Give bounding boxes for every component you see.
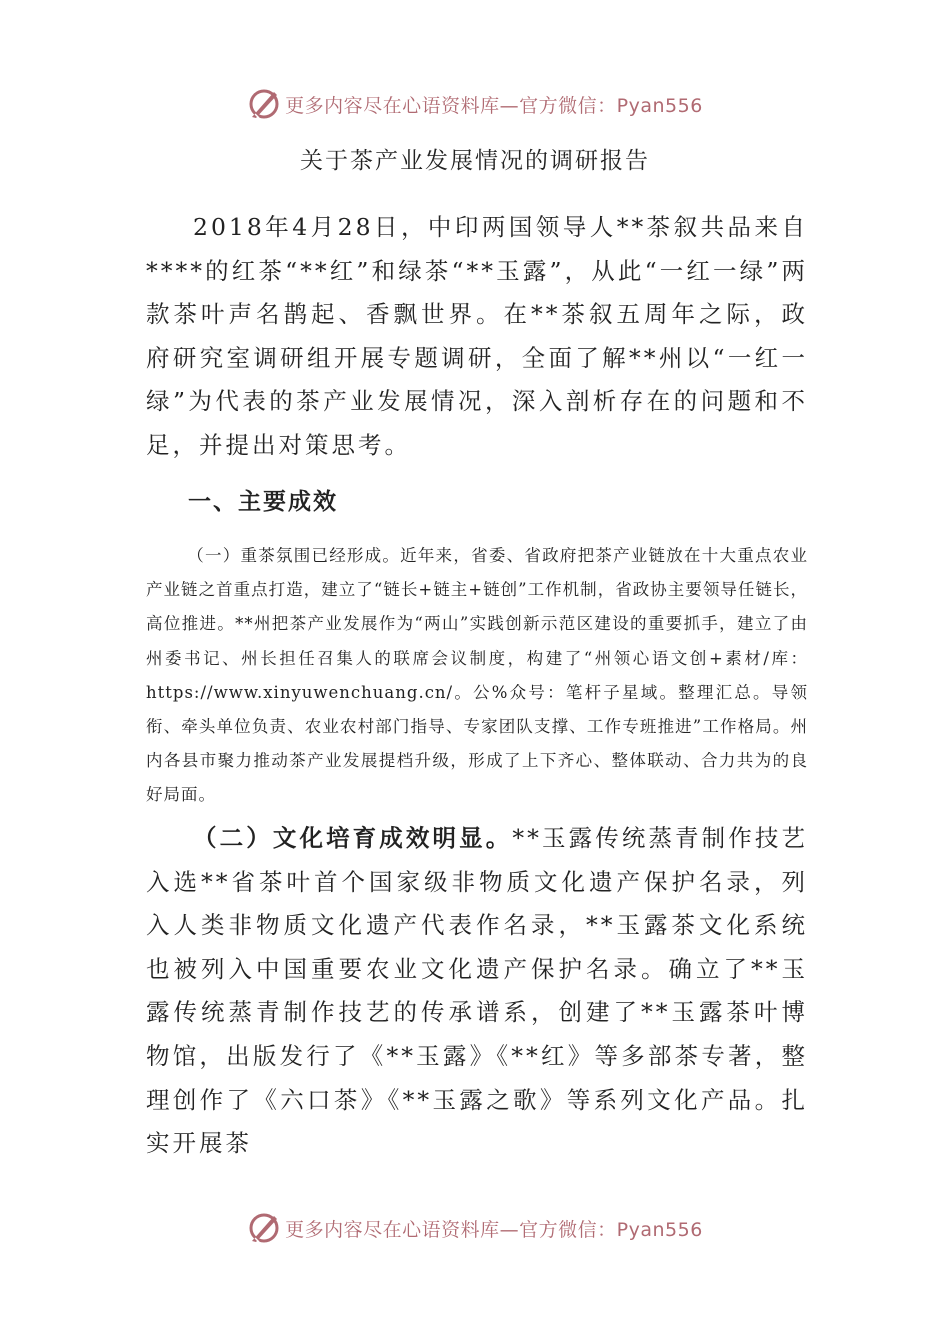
document-title: 关于茶产业发展情况的调研报告: [300, 148, 650, 174]
quill-logo-icon: [247, 1211, 281, 1245]
intro-paragraph: 2018年4月28日，中印两国领导人**茶叙共品来自****的红茶“**红”和绿茶“**玉露”，从此“一红一绿”两款茶叶声名鹊起、香飘世界。在**茶叙五周年之际，政府研究室调研组开展专题调研，全面了解**州以“一红一绿”为代表的茶产业发展情况，深入剖析存在的问题和不足，并提出对策思考。: [146, 213, 808, 459]
section-heading-main-results: 一、主要成效: [188, 489, 338, 515]
item2-lead: （二）文化培育成效明显。: [193, 824, 513, 852]
item1-paragraph: （一）重茶氛围已经形成。近年来，省委、省政府把茶产业链放在十大重点农业产业链之首重点打造，建立了“链长+链主+链创”工作机制，省政协主要领导任链长，高位推进。**州把茶产业发展作为“两山”实践创新示范区建设的重要抓手，建立了由州委书记、州长担任召集人的联席会议制度，构建了“州领心语文创+素材/库：https://www.xinyuwenchuang.cn/。公%众号：笔杆子星域。整理汇总。导领衔、牵头单位负责、农业农村部门指导、专家团队支撑、工作专班推进”工作格局。州内各县市聚力推动茶产业发展提档升级，形成了上下齐心、整体联动、合力共为的良好局面。: [146, 546, 808, 805]
quill-logo-icon: [247, 87, 281, 121]
item2-body: **玉露传统蒸青制作技艺入选**省茶叶首个国家级非物质文化遗产保护名录，列入人类非物质文化遗产代表作名录，**玉露茶文化系统也被列入中国重要农业文化遗产保护名录。确立了**玉露传统蒸青制作技艺的传承谱系，创建了**玉露茶叶博物馆，出版发行了《**玉露》《**红》等多部茶专著，整理创作了《六口茶》《**玉露之歌》等系列文化产品。扎实开展茶: [146, 824, 809, 1158]
watermark-text-top: 更多内容尽在心语资料库—官方微信：Pyan556: [285, 94, 703, 117]
watermark-text-bottom: 更多内容尽在心语资料库—官方微信：Pyan556: [285, 1218, 703, 1241]
watermark-banner-top: [0, 82, 950, 126]
watermark-banner-bottom: [0, 1206, 950, 1250]
item2-paragraph: [146, 817, 808, 1166]
